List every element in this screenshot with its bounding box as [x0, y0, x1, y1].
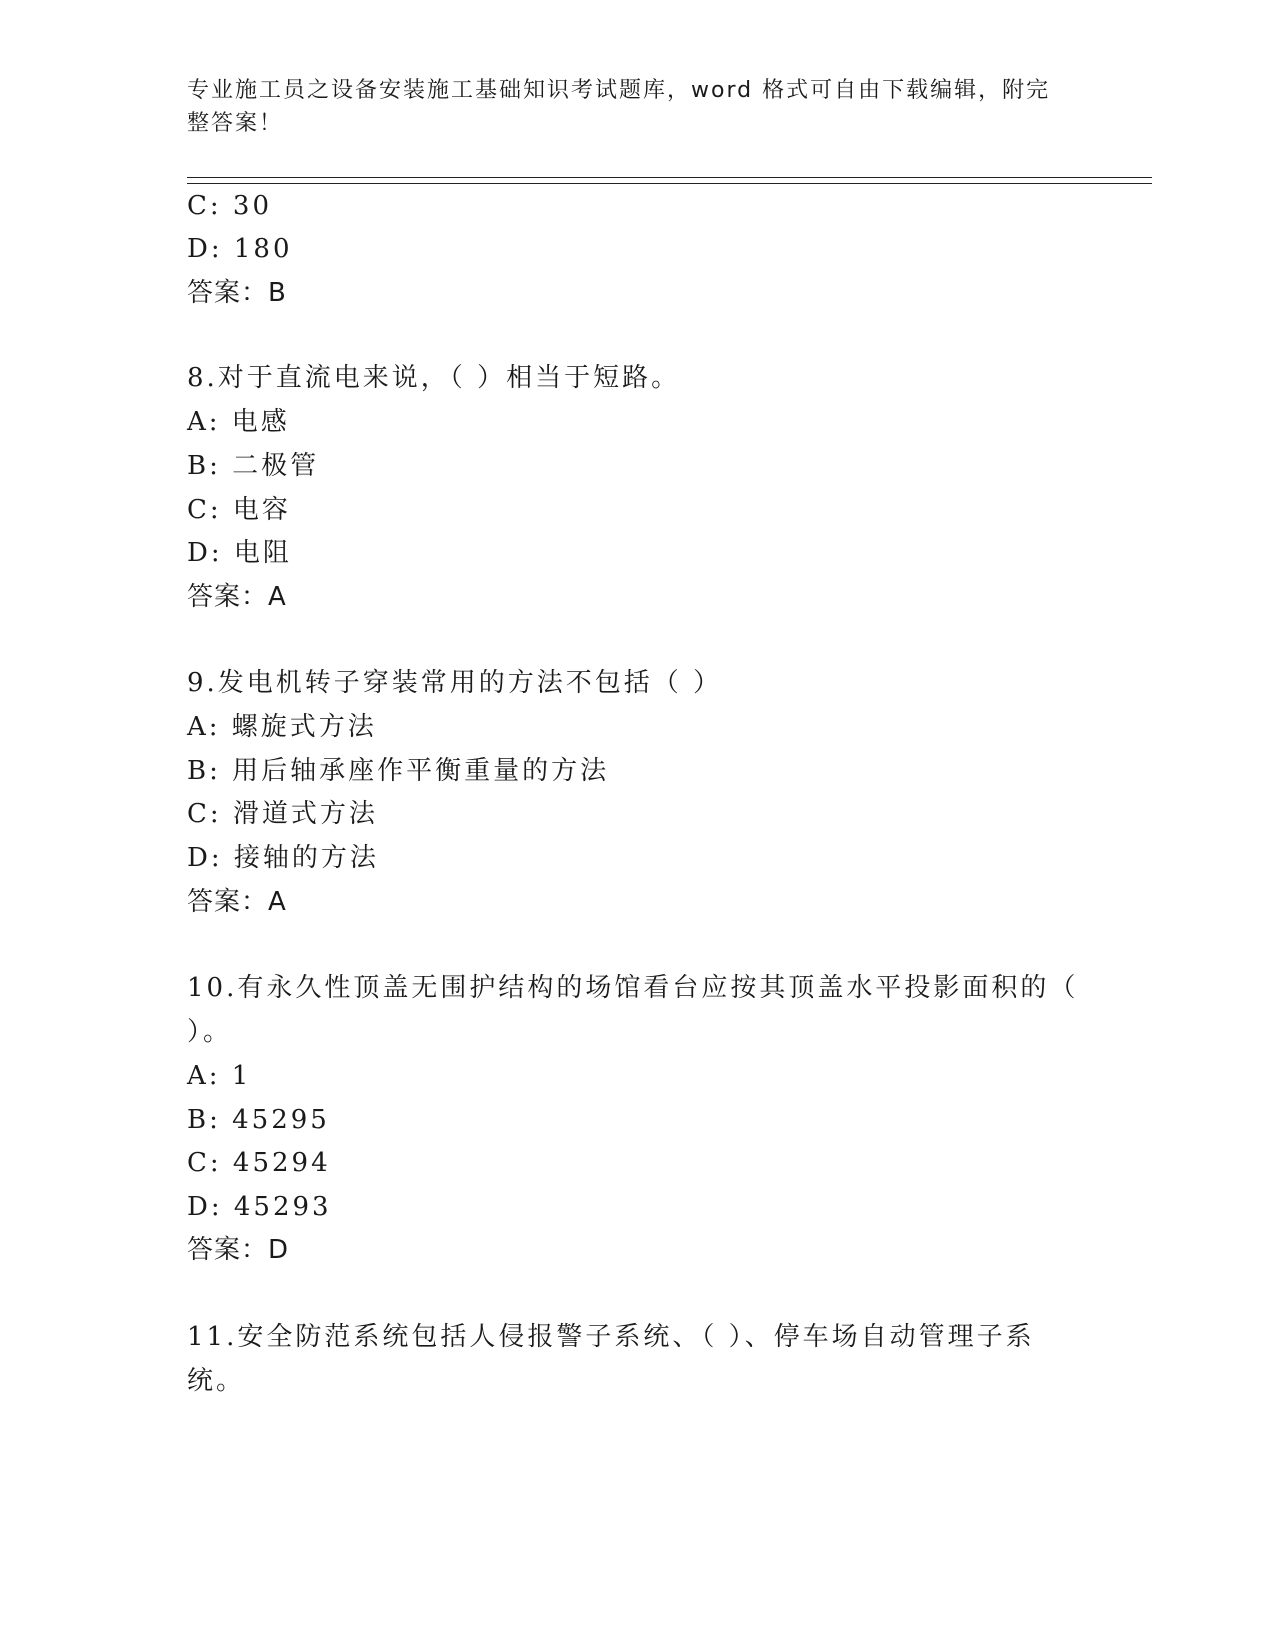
question-10-answer: 答案：D: [187, 1235, 290, 1265]
answer-line: 答案：B: [187, 278, 287, 308]
option-c: C: 30: [187, 191, 273, 221]
question-8-option-b: B: 二极管: [187, 451, 320, 481]
question-11-stem-line-2: 统。: [187, 1366, 246, 1396]
header-title-line-2: 整答案！: [187, 111, 284, 136]
question-10-option-d: D: 45293: [187, 1192, 332, 1222]
header-title-line-1: 专业施工员之设备安装施工基础知识考试题库，word 格式可自由下载编辑，附完: [187, 78, 1051, 103]
option-d: D: 180: [187, 234, 293, 264]
question-11-stem-line-1: 11.安全防范系统包括人侵报警子系统、（ ）、停车场自动管理子系: [187, 1322, 1035, 1352]
header-divider-bottom: [187, 183, 1152, 184]
question-8-option-c: C: 电容: [187, 495, 291, 525]
question-10-option-c: C: 45294: [187, 1148, 331, 1178]
question-9-stem: 9.发电机转子穿装常用的方法不包括（ ）: [187, 668, 723, 698]
question-9-answer: 答案：A: [187, 887, 287, 917]
question-10-option-a: A: 1: [187, 1061, 252, 1091]
document-header: [187, 74, 1067, 140]
question-8-answer: 答案：A: [187, 582, 287, 612]
question-10-option-b: B: 45295: [187, 1105, 330, 1135]
question-8-option-a: A: 电感: [187, 407, 290, 437]
question-10-stem-line-1: 10.有永久性顶盖无围护结构的场馆看台应按其顶盖水平投影面积的（: [187, 973, 1079, 1003]
question-8-stem: 8.对于直流电来说，（ ）相当于短路。: [187, 363, 681, 393]
question-9-option-a: A: 螺旋式方法: [187, 712, 377, 742]
question-10-stem-line-2: ）。: [187, 1017, 233, 1047]
question-9-option-b: B: 用后轴承座作平衡重量的方法: [187, 756, 610, 786]
header-divider-top: [187, 177, 1152, 178]
question-8-option-d: D: 电阻: [187, 538, 292, 568]
question-9-option-d: D: 接轴的方法: [187, 843, 379, 873]
question-9-option-c: C: 滑道式方法: [187, 799, 378, 829]
